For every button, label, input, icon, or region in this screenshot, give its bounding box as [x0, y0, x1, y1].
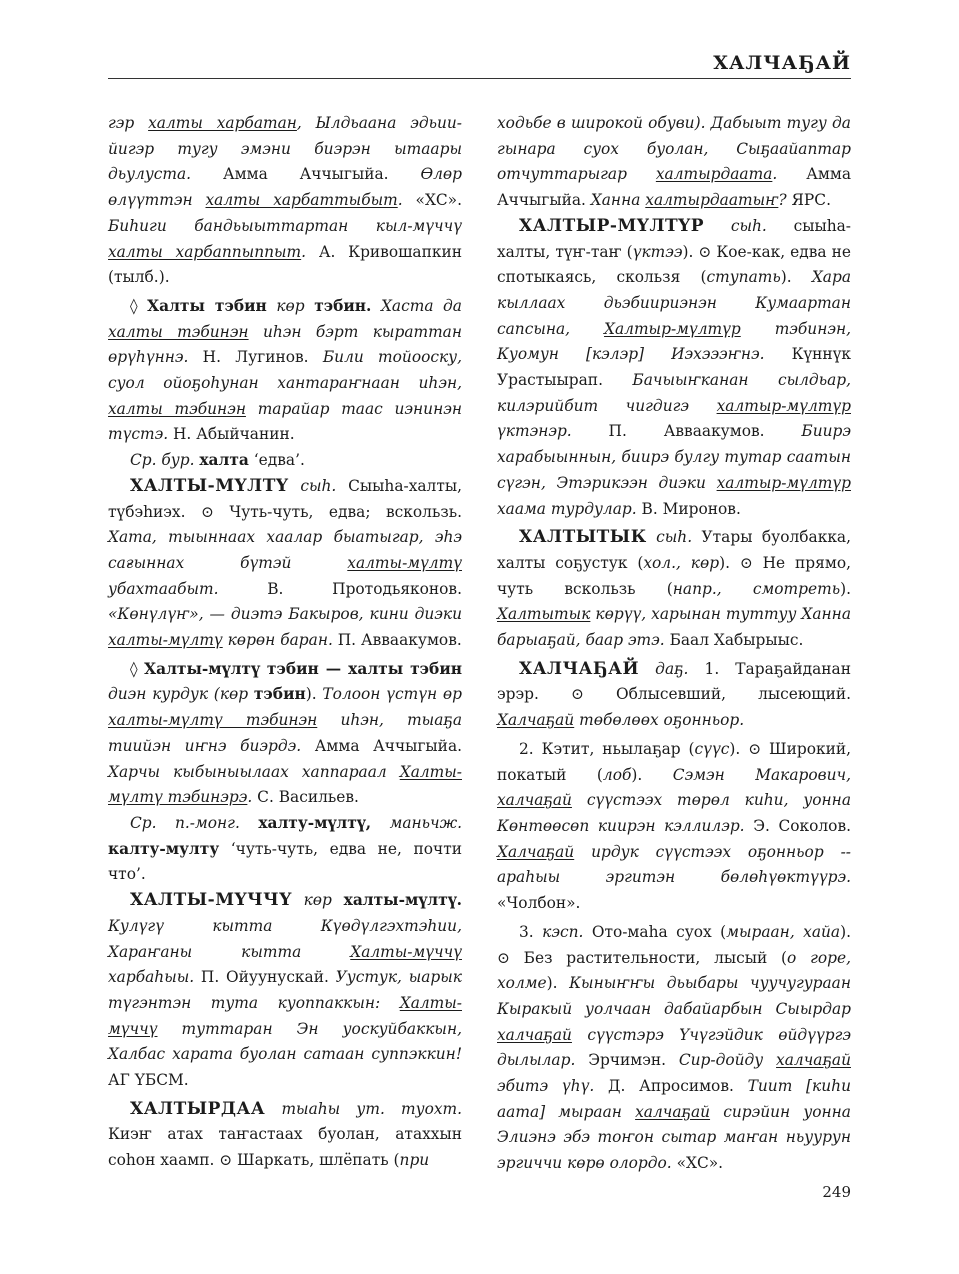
- sense-3: 3. кэсп. Ото-маһа суох (мыраан, хайа). ⊙ Без растительности, лысый (о горе, холме). Кыныҥҥы дьыбары чуучугураан Кыракый уолчаан дабайарбын Сыырдар халчаҕай сүүстэрэ Үчүгэйдик өйдүүргэ дылылар. Эрчимэн. Сир-дойду халчаҕай эбитэ үһү. Д. Апросимов. Тиит [киһи аата] мыраан халчаҕай сирэйин уонна Элиэнэ эбэ тоҥон сытар маҥан ньуурун эргиччи көрө олордо. «ХС».: [497, 922, 852, 1173]
- phrase-halty-multu-tebin: ◊ Халты-мүлтү тэбин — халты тэбин диэн курдук (көр тэбин). Толоон үстүн өр халты-мүлтү тэбинэн иһэн, тыаҕа тиийэн иҥнэ биэрдэ. Амма Аччыгыйа. Харчы кыбыныылаах хаппараал Халты-мүлтү тэбинэрэ. С. Васильев.: [108, 659, 463, 807]
- etymology-note: Ср. п.-монг. халту-мүлтү, маньчж. калту-мулту ‘чуть-чуть, едва не, почти что’.: [108, 813, 462, 884]
- phrase-halty-tebin: ◊ Халты тэбин көр тэбин. Хаста да халты тэбинэн иһэн бэрт кыраттан өрүһүннэ. Н. Лугинов. Били тойооску, суол ойоҕоһунан хантараҥнаан иһэн, халты тэбинэн тарайар таас иэнинэн түстэ. Н. Абыйчанин.: [108, 296, 462, 444]
- right-column: [497, 111, 851, 1177]
- entry-continuation: гэр халты харбатан, Ылдьаана эдьии-йигэр тугу эмэни биэрэн ытаары дьулуста. Амма Аччыгыйа. Өлөр өлүүттэн халты харбаттыбыт. «ХС». Биһиги бандьыыттартан кыл-мүччү халты харбаппыппыт. А. Кривошапкин (тылб.).: [108, 114, 462, 287]
- header-rule: [108, 78, 851, 79]
- entry-halty-muchchu: ХАЛТЫ-МҮЧЧҮ көр халты-мүлтү. Кулүгү кытта Күөдүлгэхтэһии, Хараҥаны кытта Халты-мүччү харбаһыы. П. Ойуунускай. Уустук, ыарык түгэнтэн тута куоппаккын: Халты-мүччү туттаран Эн уоскуйбаккын, Халбас харата буолан сатаан суппэккин! АГ ҮБСМ.: [108, 890, 462, 1090]
- entry-haltytyk: ХАЛТЫТЫК сыһ. Утары буолбакка, халты соҕустук (хол., көр). ⊙ Не прямо, чуть вскользь (напр., смотреть). Халтытык көрүү, харынан туттуу Ханна барыаҕай, баар этэ. Баал Хабырыыс.: [497, 527, 852, 650]
- etymology-note: Ср. бур. халта ‘едва’.: [130, 451, 305, 470]
- sense-2: 2. Кэтит, ньылаҕар (сүүс). ⊙ Широкий, покатый (лоб). Сэмэн Макарович, халчаҕай сүүстээх төрөл киһи, уонна Көнтөөсөп киирэн кэллилэр. Э. Соколов. Халчаҕай ирдук сүүстээх оҕонньор -- араһыы эргитэн бөлөһүөктүүрэ. «Чолбон».: [497, 739, 852, 913]
- entry-continuation: ходьбе в широкой обуви). Дабыыт тугу да гынара суох буолан, Сыҕаайаптар отчуттарыгар халтырдаата. Амма Аччыгыйа. Ханна халтырдаатыҥ? ЯРС.: [497, 114, 851, 210]
- page-number: 249: [822, 1183, 851, 1201]
- entry-halchagai: ХАЛЧАҔАЙ даҕ. 1. Тараҕайданан эрэр. ⊙ Облысевший, лысеющий. Халчаҕай төбөлөөх оҕонньор.: [497, 658, 851, 730]
- entry-haltyr-multur: ХАЛТЫР-МҮЛТҮР сыһ. сыыһа-халты, түҥ-таҥ (үктээ). ⊙ Кое-как, едва не спотыкаясь, скользя (ступать). Хара кыллаах дьэбиириэнэн Кумаартан сапсына, Халтыр-мүлтүр тэбинэн, Куомун [кэлэр] Иэхэээҥнэ. Күннүк Урастыырап. Бачыыҥканан сылдьар, килэрийбит чигдигэ халтыр-мүлтүр үктэнэр. П. Авваакумов. Биирэ харабыыннын, биирэ булгу тутар саатын сүгэн, Этэрикээн диэки халтыр-мүлтүр хаама турдулар. В. Миронов.: [497, 215, 852, 518]
- running-head: ХАЛЧАҔАЙ: [713, 52, 851, 74]
- entry-haltyrdaa: ХАЛТЫРДАА тыаһы ут. туохт. Киэҥ атах таҥастаах буолан, атаххын соһон хаамп. ⊙ Шаркать, шлёпать (при: [108, 1098, 462, 1170]
- left-column: [108, 111, 462, 1174]
- entry-halty-multu: ХАЛТЫ-МҮЛТҮ сыһ. Сыыһа-халты, түбэһиэх. ⊙ Чуть-чуть, едва; вскользь. Хата, тыыннаах хаалар быатыгар, эһэ сағыннах бүтэй халты-мүлтү убахтаабыт. В. Протодьяконов. «Көнүлүҥ», — диэтэ Бакыров, кини диэки халты-мүлтү көрөн баран. П. Авваакумов.: [108, 475, 462, 650]
